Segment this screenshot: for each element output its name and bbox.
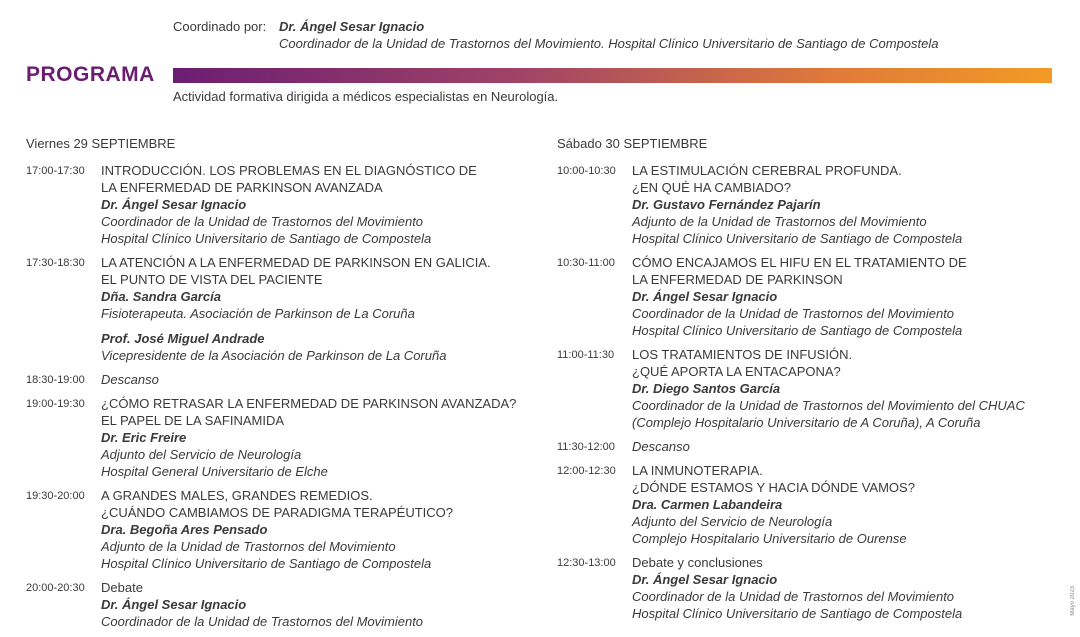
session-time: 18:30-19:00 xyxy=(26,374,85,386)
session-time: 12:00-12:30 xyxy=(557,465,616,477)
session-speaker: Dr. Ángel Sesar Ignacio xyxy=(101,197,247,212)
session-speaker: Dr. Ángel Sesar Ignacio xyxy=(101,597,247,612)
session-speaker: Prof. José Miguel Andrade xyxy=(101,331,265,346)
session-time: 20:00-20:30 xyxy=(26,582,85,594)
session xyxy=(557,162,1057,247)
session-title: EL PAPEL DE LA SAFINAMIDA xyxy=(101,413,285,428)
session-speaker: Dña. Sandra García xyxy=(101,289,221,304)
session-speaker: Dr. Ángel Sesar Ignacio xyxy=(632,289,778,304)
session xyxy=(557,438,1057,455)
session-title: ¿EN QUÉ HA CAMBIADO? xyxy=(632,180,791,195)
spacer xyxy=(101,322,546,330)
session-title: LA ESTIMULACIÓN CEREBRAL PROFUNDA. xyxy=(632,163,902,178)
session-affiliation: Hospital Clínico Universitario de Santiago de Compostela xyxy=(632,231,963,246)
session-speaker: Dr. Eric Freire xyxy=(101,430,187,445)
session-speaker: Dra. Begoña Ares Pensado xyxy=(101,522,268,537)
session-affiliation: Coordinador de la Unidad de Trastornos del Movimiento xyxy=(632,306,955,321)
session-title: ¿DÓNDE ESTAMOS Y HACIA DÓNDE VAMOS? xyxy=(632,480,915,495)
coordinator-role: Coordinador de la Unidad de Trastornos del Movimiento. Hospital Clínico Universitario de Santiago de Compostela xyxy=(279,36,939,51)
programa-title: PROGRAMA xyxy=(26,63,155,86)
session-affiliation: Hospital Clínico Universitario de Santiago de Compostela xyxy=(101,556,432,571)
session-affiliation: Hospital Clínico Universitario de Santiago de Compostela xyxy=(632,606,963,621)
session-title: EL PUNTO DE VISTA DEL PACIENTE xyxy=(101,272,323,287)
session-time: 10:00-10:30 xyxy=(557,165,616,177)
session-affiliation: Complejo Hospitalario Universitario de Ourense xyxy=(632,531,907,546)
session-break-label: Descanso xyxy=(101,372,159,387)
session xyxy=(26,395,546,480)
session-affiliation: Fisioterapeuta. Asociación de Parkinson de La Coruña xyxy=(101,306,415,321)
session xyxy=(557,554,1057,622)
coordinator-label: Coordinado por: xyxy=(173,19,267,34)
saturday-column xyxy=(557,136,1057,629)
session-time: 11:00-11:30 xyxy=(557,349,615,361)
session-speaker: Dr. Diego Santos García xyxy=(632,381,781,396)
session-title: ¿CÓMO RETRASAR LA ENFERMEDAD DE PARKINSON AVANZADA? xyxy=(101,396,517,411)
session-time: 19:30-20:00 xyxy=(26,490,85,502)
session-title: LA INMUNOTERAPIA. xyxy=(632,463,763,478)
session-title: ¿QUÉ APORTA LA ENTACAPONA? xyxy=(632,364,841,379)
session-time: 17:30-18:30 xyxy=(26,257,85,269)
session-affiliation: Coordinador de la Unidad de Trastornos del Movimiento del CHUAC xyxy=(632,398,1025,413)
session-affiliation: Adjunto de la Unidad de Trastornos del Movimiento xyxy=(632,214,927,229)
session-title: LA ENFERMEDAD DE PARKINSON AVANZADA xyxy=(101,180,383,195)
session-affiliation: Vicepresidente de la Asociación de Parkinson de La Coruña xyxy=(101,348,447,363)
session-label: Debate y conclusiones xyxy=(632,555,763,570)
programa-gradient-bar xyxy=(173,68,1052,83)
session xyxy=(26,162,546,247)
session-time: 12:30-13:00 xyxy=(557,557,616,569)
session xyxy=(26,254,546,364)
session-speaker: Dra. Carmen Labandeira xyxy=(632,497,783,512)
session xyxy=(557,346,1057,431)
document-stamp: Mayo 2023 xyxy=(1070,586,1076,616)
session-title: ¿CUÁNDO CAMBIAMOS DE PARADIGMA TERAPÉUTICO? xyxy=(101,505,454,520)
session-title: CÓMO ENCAJAMOS EL HIFU EN EL TRATAMIENTO DE xyxy=(632,255,967,270)
session-time: 10:30-11:00 xyxy=(557,257,615,269)
session-break-label: Descanso xyxy=(632,439,690,454)
session-affiliation: Hospital General Universitario de Elche xyxy=(101,464,328,479)
session-affiliation: Coordinador de la Unidad de Trastornos del Movimiento xyxy=(101,214,424,229)
session-affiliation: (Complejo Hospitalario Universitario de A Coruña), A Coruña xyxy=(632,415,981,430)
saturday-day-heading: Sábado 30 SEPTIEMBRE xyxy=(557,136,708,151)
session-title: A GRANDES MALES, GRANDES REMEDIOS. xyxy=(101,488,373,503)
session-affiliation: Coordinador de la Unidad de Trastornos del Movimiento xyxy=(632,589,955,604)
session-affiliation: Adjunto del Servicio de Neurología xyxy=(101,447,302,462)
session-affiliation: Adjunto del Servicio de Neurología xyxy=(632,514,833,529)
session-affiliation: Hospital Clínico Universitario de Santiago de Compostela xyxy=(632,323,963,338)
session-affiliation: Hospital Clínico Universitario de Santiago de Compostela xyxy=(101,231,432,246)
session-title: INTRODUCCIÓN. LOS PROBLEMAS EN EL DIAGNÓSTICO DE xyxy=(101,163,477,178)
session-time: 11:30-12:00 xyxy=(557,441,615,453)
friday-day-heading: Viernes 29 SEPTIEMBRE xyxy=(26,136,176,151)
coordinator-name: Dr. Ángel Sesar Ignacio xyxy=(279,19,425,34)
session-label: Debate xyxy=(101,580,143,595)
session-title: LA ATENCIÓN A LA ENFERMEDAD DE PARKINSON EN GALICIA. xyxy=(101,255,491,270)
session-affiliation: Coordinador de la Unidad de Trastornos del Movimiento xyxy=(101,614,424,629)
session-speaker: Dr. Ángel Sesar Ignacio xyxy=(632,572,778,587)
session-title: LOS TRATAMIENTOS DE INFUSIÓN. xyxy=(632,347,853,362)
programa-subtitle: Actividad formativa dirigida a médicos especialistas en Neurología. xyxy=(173,89,559,104)
session xyxy=(26,579,546,630)
session-time: 19:00-19:30 xyxy=(26,398,85,410)
session-affiliation: Adjunto de la Unidad de Trastornos del Movimiento xyxy=(101,539,396,554)
session xyxy=(26,371,546,388)
session xyxy=(557,462,1057,547)
session-title: LA ENFERMEDAD DE PARKINSON xyxy=(632,272,843,287)
session xyxy=(557,254,1057,339)
session xyxy=(26,487,546,572)
friday-column xyxy=(26,136,546,637)
session-time: 17:00-17:30 xyxy=(26,165,85,177)
session-speaker: Dr. Gustavo Fernández Pajarín xyxy=(632,197,821,212)
